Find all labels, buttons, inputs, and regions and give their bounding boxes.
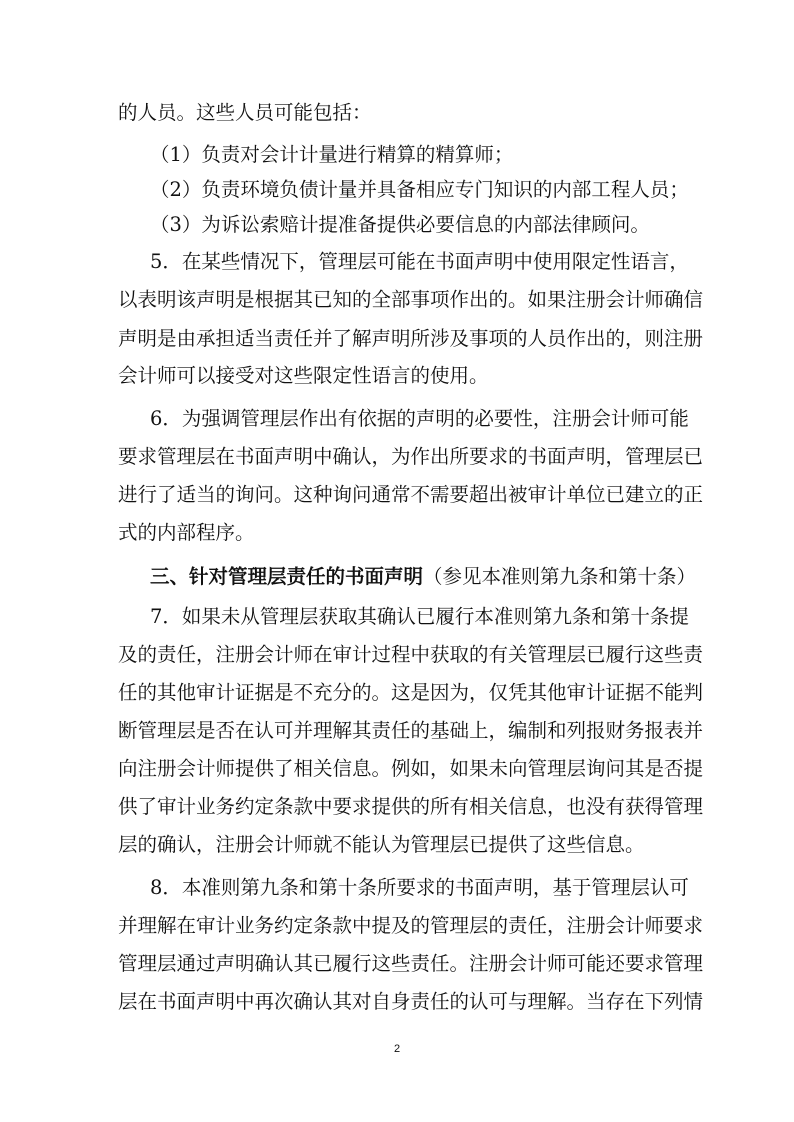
page-number: 2: [393, 1043, 401, 1055]
section-heading: [150, 564, 697, 590]
text-line: （3）为诉讼索赔计提准备提供必要信息的内部法律顾问。: [150, 213, 650, 236]
section-heading-title: 三、针对管理层责任的书面声明: [150, 565, 424, 588]
text-line: 式的内部程序。: [118, 521, 255, 544]
text-line: 要求管理层在书面声明中确认，为作出所要求的书面声明，管理层已: [118, 445, 704, 468]
text-line: 供了审计业务约定条款中要求提供的所有相关信息，也没有获得管理: [118, 795, 704, 818]
text-line: 断管理层是否在认可并理解其责任的基础上，编制和列报财务报表并: [118, 719, 704, 742]
text-line: 向注册会计师提供了相关信息。例如，如果未向管理层询问其是否提: [118, 757, 704, 780]
text-line: 任的其他审计证据是不充分的。这是因为，仅凭其他审计证据不能判: [118, 681, 704, 704]
text-line: 会计师可以接受对这些限定性语言的使用。: [118, 364, 489, 387]
text-line: 声明是由承担适当责任并了解声明所涉及事项的人员作出的，则注册: [118, 327, 704, 350]
text-line: 7．如果未从管理层获取其确认已履行本准则第九条和第十条提: [150, 605, 689, 628]
text-line: 以表明该声明是根据其已知的全部事项作出的。如果注册会计师确信: [118, 288, 704, 311]
text-line: 及的责任，注册会计师在审计过程中获取的有关管理层已履行这些责: [118, 643, 704, 666]
text-line: 的人员。这些人员可能包括：: [118, 101, 372, 124]
text-line: 6．为强调管理层作出有依据的声明的必要性，注册会计师可能: [150, 407, 689, 430]
text-line: 层在书面声明中再次确认其对自身责任的认可与理解。当存在下列情: [118, 990, 704, 1013]
text-line: 8．本准则第九条和第十条所要求的书面声明，基于管理层认可: [150, 876, 689, 899]
text-line: （1）负责对会计计量进行精算的精算师；: [150, 143, 514, 166]
text-line: 层的确认，注册会计师就不能认为管理层已提供了这些信息。: [118, 833, 645, 856]
text-line: 5．在某些情况下，管理层可能在书面声明中使用限定性语言，: [150, 250, 689, 273]
text-line: 管理层通过声明确认其已履行这些责任。注册会计师可能还要求管理: [118, 952, 704, 975]
section-heading-reference: （参见本准则第九条和第十条）: [423, 565, 697, 588]
text-line: 进行了适当的询问。这种询问通常不需要超出被审计单位已建立的正: [118, 483, 704, 506]
text-line: （2）负责环境负债计量并具备相应专门知识的内部工程人员；: [150, 178, 689, 201]
text-line: 并理解在审计业务约定条款中提及的管理层的责任，注册会计师要求: [118, 914, 704, 937]
